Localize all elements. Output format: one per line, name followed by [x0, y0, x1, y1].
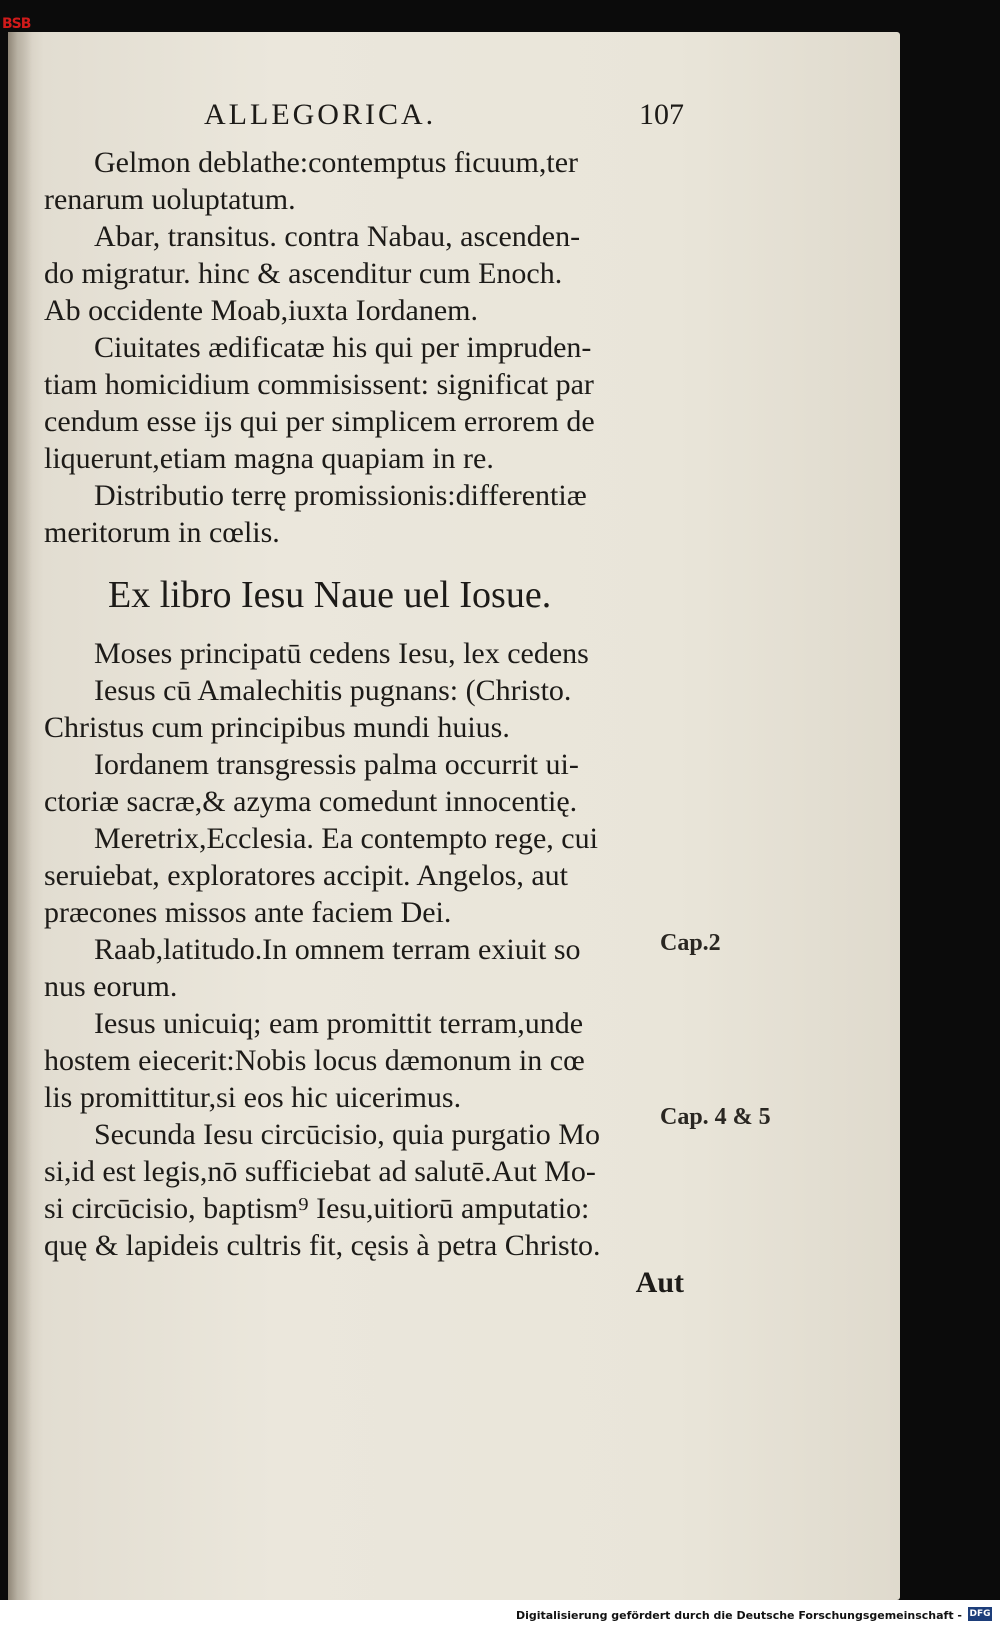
- page-number: 107: [639, 98, 684, 131]
- text-line: Christus cum principibus mundi huius.: [44, 711, 510, 744]
- text-line: lis promittitur,si eos hic uicerimus.: [44, 1081, 462, 1114]
- footer-bar: [0, 1600, 1000, 1626]
- text-block: [44, 98, 684, 1301]
- text-line: hostem eiecerit:Nobis locus dæmonum in cœ: [44, 1044, 585, 1077]
- text-line: ctoriæ sacræ,& azyma comedunt innocentię.: [44, 785, 578, 818]
- text-line: nus eorum.: [44, 970, 178, 1003]
- running-title: ALLEGORICA.: [204, 98, 437, 131]
- text-line: Ciuitates ædificatæ his qui per impruden-: [94, 331, 592, 364]
- section-heading: Ex libro Iesu Naue uel Iosue.: [108, 574, 552, 616]
- text-line: Raab,latitudo.In omnem terram exiuit so: [94, 933, 581, 966]
- text-section-2: [44, 635, 684, 1264]
- text-line: Ab occidente Moab,iuxta Iordanem.: [44, 294, 479, 327]
- dfg-logo: DFG: [969, 1609, 991, 1619]
- catchword: Aut: [635, 1266, 684, 1299]
- text-line: Iesus unicuiq; eam promittit terram,unde: [94, 1007, 584, 1040]
- text-line: do migratur. hinc & ascenditur cum Enoch.: [44, 257, 563, 290]
- text-line: si circūcisio, baptism⁹ Iesu,uitiorū amputatio:: [44, 1192, 590, 1225]
- text-line: liquerunt,etiam magna quapiam in re.: [44, 442, 494, 475]
- margin-note-cap-2: Cap.2: [660, 930, 721, 956]
- text-line: si,id est legis,nō sufficiebat ad salutē.Aut Mo-: [44, 1155, 596, 1188]
- text-line: Iesus cū Amalechitis pugnans: (Christo.: [94, 674, 572, 707]
- text-line: quę & lapideis cultris fit, cęsis à petra Christo.: [44, 1229, 601, 1262]
- text-line: Moses principatū cedens Iesu, lex cedens: [94, 637, 589, 670]
- text-line: seruiebat, exploratores accipit. Angelos, aut: [44, 859, 568, 892]
- text-line: Gelmon deblathe:contemptus ficuum,ter: [94, 146, 579, 179]
- running-head: [44, 98, 684, 144]
- text-line: Distributio terrę promissionis:differentiæ: [94, 479, 587, 512]
- text-line: Abar, transitus. contra Nabau, ascenden-: [94, 220, 581, 253]
- text-line: meritorum in cœlis.: [44, 516, 280, 549]
- text-line: Meretrix,Ecclesia. Ea contempto rege, cui: [94, 822, 598, 855]
- margin-note-cap-4-5: Cap. 4 & 5: [660, 1104, 771, 1130]
- text-line: renarum uoluptatum.: [44, 183, 296, 216]
- text-line: Secunda Iesu circūcisio, quia purgatio Mo: [94, 1118, 600, 1151]
- library-scan-mark: BSB: [2, 16, 31, 32]
- page-gutter-shadow: [8, 32, 32, 1600]
- text-line: tiam homicidium commisissent: significat par: [44, 368, 594, 401]
- book-page: [8, 32, 900, 1600]
- footer-credit: Digitalisierung gefördert durch die Deutsche Forschungsgemeinschaft -: [515, 1609, 962, 1622]
- text-section-1: [44, 144, 684, 551]
- text-line: præcones missos ante faciem Dei.: [44, 896, 452, 929]
- text-line: Iordanem transgressis palma occurrit ui-: [94, 748, 579, 781]
- text-line: cendum esse ijs qui per simplicem errorem de: [44, 405, 595, 438]
